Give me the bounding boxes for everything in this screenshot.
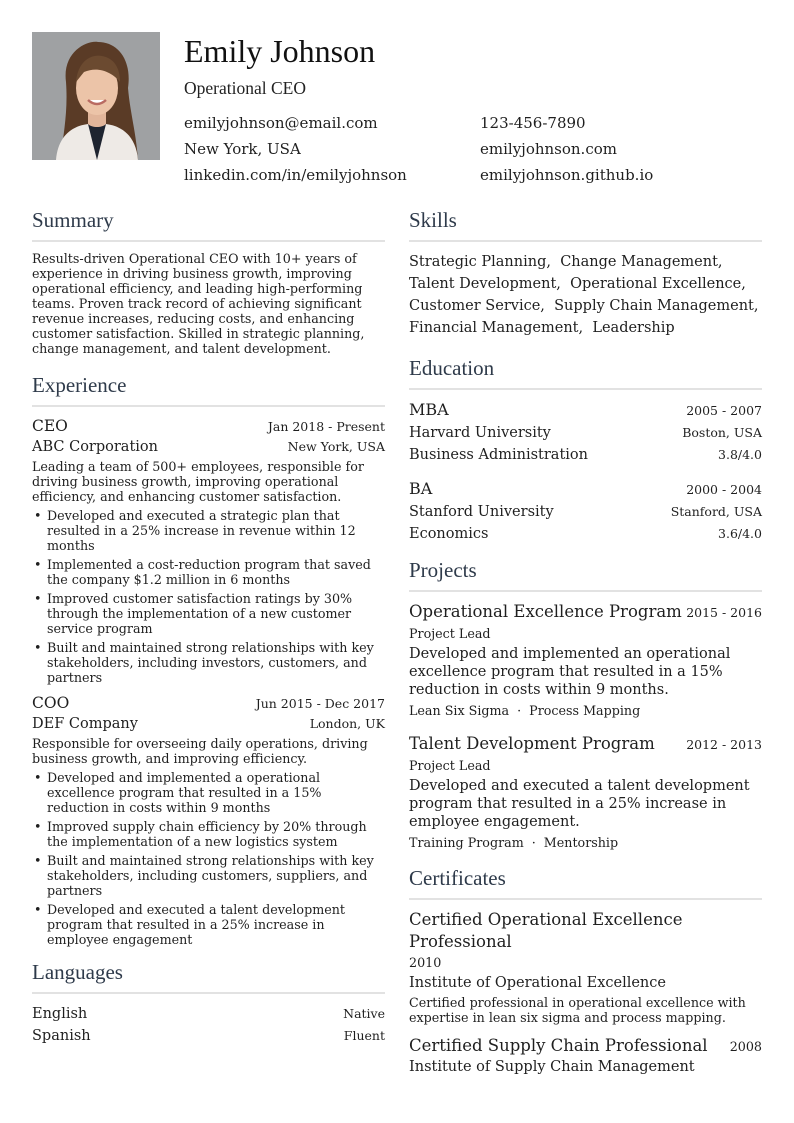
achievement-item: • Developed and executed a strategic plan that resulted in a 25% increase in revenue within 12 months xyxy=(32,508,385,553)
section-title: Skills xyxy=(409,208,457,232)
skill-item: Change Management, xyxy=(560,254,723,270)
contact-website[interactable]: emilyjohnson.com xyxy=(480,140,617,158)
contact-phone[interactable]: 123-456-7890 xyxy=(480,114,586,132)
job-description: Responsible for overseeing daily operations, driving business growth, and improving efficiency. xyxy=(32,736,368,766)
contact-linkedin[interactable]: linkedin.com/in/emilyjohnson xyxy=(184,166,407,184)
language-name: English xyxy=(32,1006,88,1022)
section-divider xyxy=(409,388,762,390)
skills-section xyxy=(409,207,762,339)
field-of-study: Economics xyxy=(409,526,489,542)
skill-item: Operational Excellence, xyxy=(570,276,746,292)
project-tag: Training Program xyxy=(409,835,524,850)
project-description: Developed and implemented an operational excellence program that resulted in a 15% reduction in costs within 9 months. xyxy=(409,646,731,698)
summary-section xyxy=(32,207,385,356)
project-tags xyxy=(409,701,762,721)
school-location: Boston, USA xyxy=(682,425,762,440)
education-entry xyxy=(409,478,762,545)
job-entry xyxy=(32,416,385,685)
project-tag: Process Mapping xyxy=(529,703,641,718)
candidate-title: Operational CEO xyxy=(184,78,306,98)
certificate-name: Certified Supply Chain Professional xyxy=(409,1036,708,1055)
project-description: Developed and executed a talent development program that resulted in a 25% increase in employee engagement. xyxy=(409,778,750,830)
language-level: Native xyxy=(343,1006,385,1021)
gpa: 3.6/4.0 xyxy=(718,526,762,541)
project-dates: 2015 - 2016 xyxy=(686,605,762,620)
job-company: ABC Corporation xyxy=(32,439,158,455)
section-title: Experience xyxy=(32,373,127,397)
field-of-study: Business Administration xyxy=(409,447,588,463)
skill-item: Leadership xyxy=(592,320,675,336)
gpa: 3.8/4.0 xyxy=(718,447,762,462)
language-item xyxy=(32,1003,385,1025)
skills-list xyxy=(409,251,762,339)
achievement-item: • Developed and implemented a operational excellence program that resulted in a 15% reduction in costs within 9 months xyxy=(32,770,385,815)
achievement-item: • Built and maintained strong relationships with key stakeholders, including investors, customers, and partners xyxy=(32,640,385,685)
projects-section xyxy=(409,557,762,853)
section-title: Certificates xyxy=(409,866,506,890)
education-entry xyxy=(409,399,762,466)
candidate-name: Emily Johnson xyxy=(184,33,376,69)
language-level: Fluent xyxy=(343,1028,385,1043)
right-column xyxy=(409,207,762,1087)
job-title: COO xyxy=(32,694,70,712)
job-achievements xyxy=(32,770,385,947)
achievement-item: • Improved customer satisfaction ratings by 30% through the implementation of a new customer service program xyxy=(32,591,385,636)
skill-item: Talent Development, xyxy=(409,276,561,292)
job-title: CEO xyxy=(32,417,68,435)
school-location: Stanford, USA xyxy=(670,504,762,519)
project-tag: Lean Six Sigma xyxy=(409,703,510,718)
degree: MBA xyxy=(409,400,449,419)
section-title: Languages xyxy=(32,960,123,984)
project-tags xyxy=(409,833,762,853)
certificate-issuer: Institute of Operational Excellence xyxy=(409,975,666,991)
languages-section xyxy=(32,959,385,1047)
profile-photo xyxy=(32,32,160,160)
project-name: Talent Development Program xyxy=(409,734,655,753)
job-company: DEF Company xyxy=(32,716,138,732)
school: Stanford University xyxy=(409,504,554,520)
contact-github[interactable]: emilyjohnson.github.io xyxy=(480,166,654,184)
section-divider xyxy=(409,898,762,900)
section-divider xyxy=(32,992,385,994)
project-dates: 2012 - 2013 xyxy=(686,737,762,752)
job-dates: Jan 2018 - Present xyxy=(267,419,385,434)
achievement-item: • Implemented a cost-reduction program that saved the company $1.2 million in 6 months xyxy=(32,557,385,587)
skill-item: Customer Service, xyxy=(409,298,545,314)
education-dates: 2000 - 2004 xyxy=(686,482,762,497)
tag-separator: · xyxy=(517,703,522,718)
job-description: Leading a team of 500+ employees, responsible for driving business growth, improving operational efficiency, and enhancing customer satisfaction. xyxy=(32,459,364,504)
certificate-issuer: Institute of Supply Chain Management xyxy=(409,1059,695,1075)
job-dates: Jun 2015 - Dec 2017 xyxy=(255,696,385,711)
certificates-section xyxy=(409,865,762,1077)
education-section xyxy=(409,355,762,545)
skill-item: Strategic Planning, xyxy=(409,254,551,270)
certificate-date: 2010 xyxy=(409,955,442,970)
certificate-date: 2008 xyxy=(729,1039,762,1054)
job-location: New York, USA xyxy=(287,439,385,454)
avatar-portrait-icon xyxy=(32,32,160,160)
language-item xyxy=(32,1025,385,1047)
project-entry xyxy=(409,601,762,721)
project-name: Operational Excellence Program xyxy=(409,602,682,621)
summary-text: Results-driven Operational CEO with 10+ years of experience in driving business growth, improving operational efficiency, and leading high-performing teams. Proven track record of achieving significant revenue increases, reducing costs, and enhancing customer satisfaction. Skilled in strategic planning, change management, and talent development. xyxy=(32,251,365,356)
school: Harvard University xyxy=(409,425,551,441)
project-role: Project Lead xyxy=(409,626,491,641)
skill-item: Financial Management, xyxy=(409,320,584,336)
achievement-item: • Developed and executed a talent development program that resulted in a 25% increase in employee engagement xyxy=(32,902,385,947)
job-achievements xyxy=(32,508,385,685)
experience-section xyxy=(32,372,385,947)
job-location: London, UK xyxy=(309,716,385,731)
section-title: Education xyxy=(409,356,495,380)
section-divider xyxy=(409,240,762,242)
certificate-description: Certified professional in operational excellence with expertise in lean six sigma and process mapping. xyxy=(409,995,746,1025)
achievement-item: • Built and maintained strong relationships with key stakeholders, including customers, suppliers, and partners xyxy=(32,853,385,898)
education-dates: 2005 - 2007 xyxy=(686,403,762,418)
section-divider xyxy=(409,590,762,592)
certificate-name: Certified Operational Excellence Professional xyxy=(409,910,683,951)
skill-item: Supply Chain Management, xyxy=(554,298,759,314)
achievement-item: • Improved supply chain efficiency by 20% through the implementation of a new logistics system xyxy=(32,819,385,849)
project-entry xyxy=(409,733,762,853)
certificate-entry xyxy=(409,1035,762,1077)
section-title: Projects xyxy=(409,558,477,582)
job-entry xyxy=(32,693,385,947)
degree: BA xyxy=(409,479,433,498)
project-tag: Mentorship xyxy=(543,835,619,850)
certificate-entry xyxy=(409,909,762,1025)
contact-location: New York, USA xyxy=(184,140,301,158)
contact-email[interactable]: emilyjohnson@email.com xyxy=(184,114,378,132)
tag-separator: · xyxy=(531,835,536,850)
section-divider xyxy=(32,240,385,242)
language-name: Spanish xyxy=(32,1028,91,1044)
left-column xyxy=(32,207,385,1047)
section-title: Summary xyxy=(32,208,114,232)
project-role: Project Lead xyxy=(409,758,491,773)
section-divider xyxy=(32,405,385,407)
